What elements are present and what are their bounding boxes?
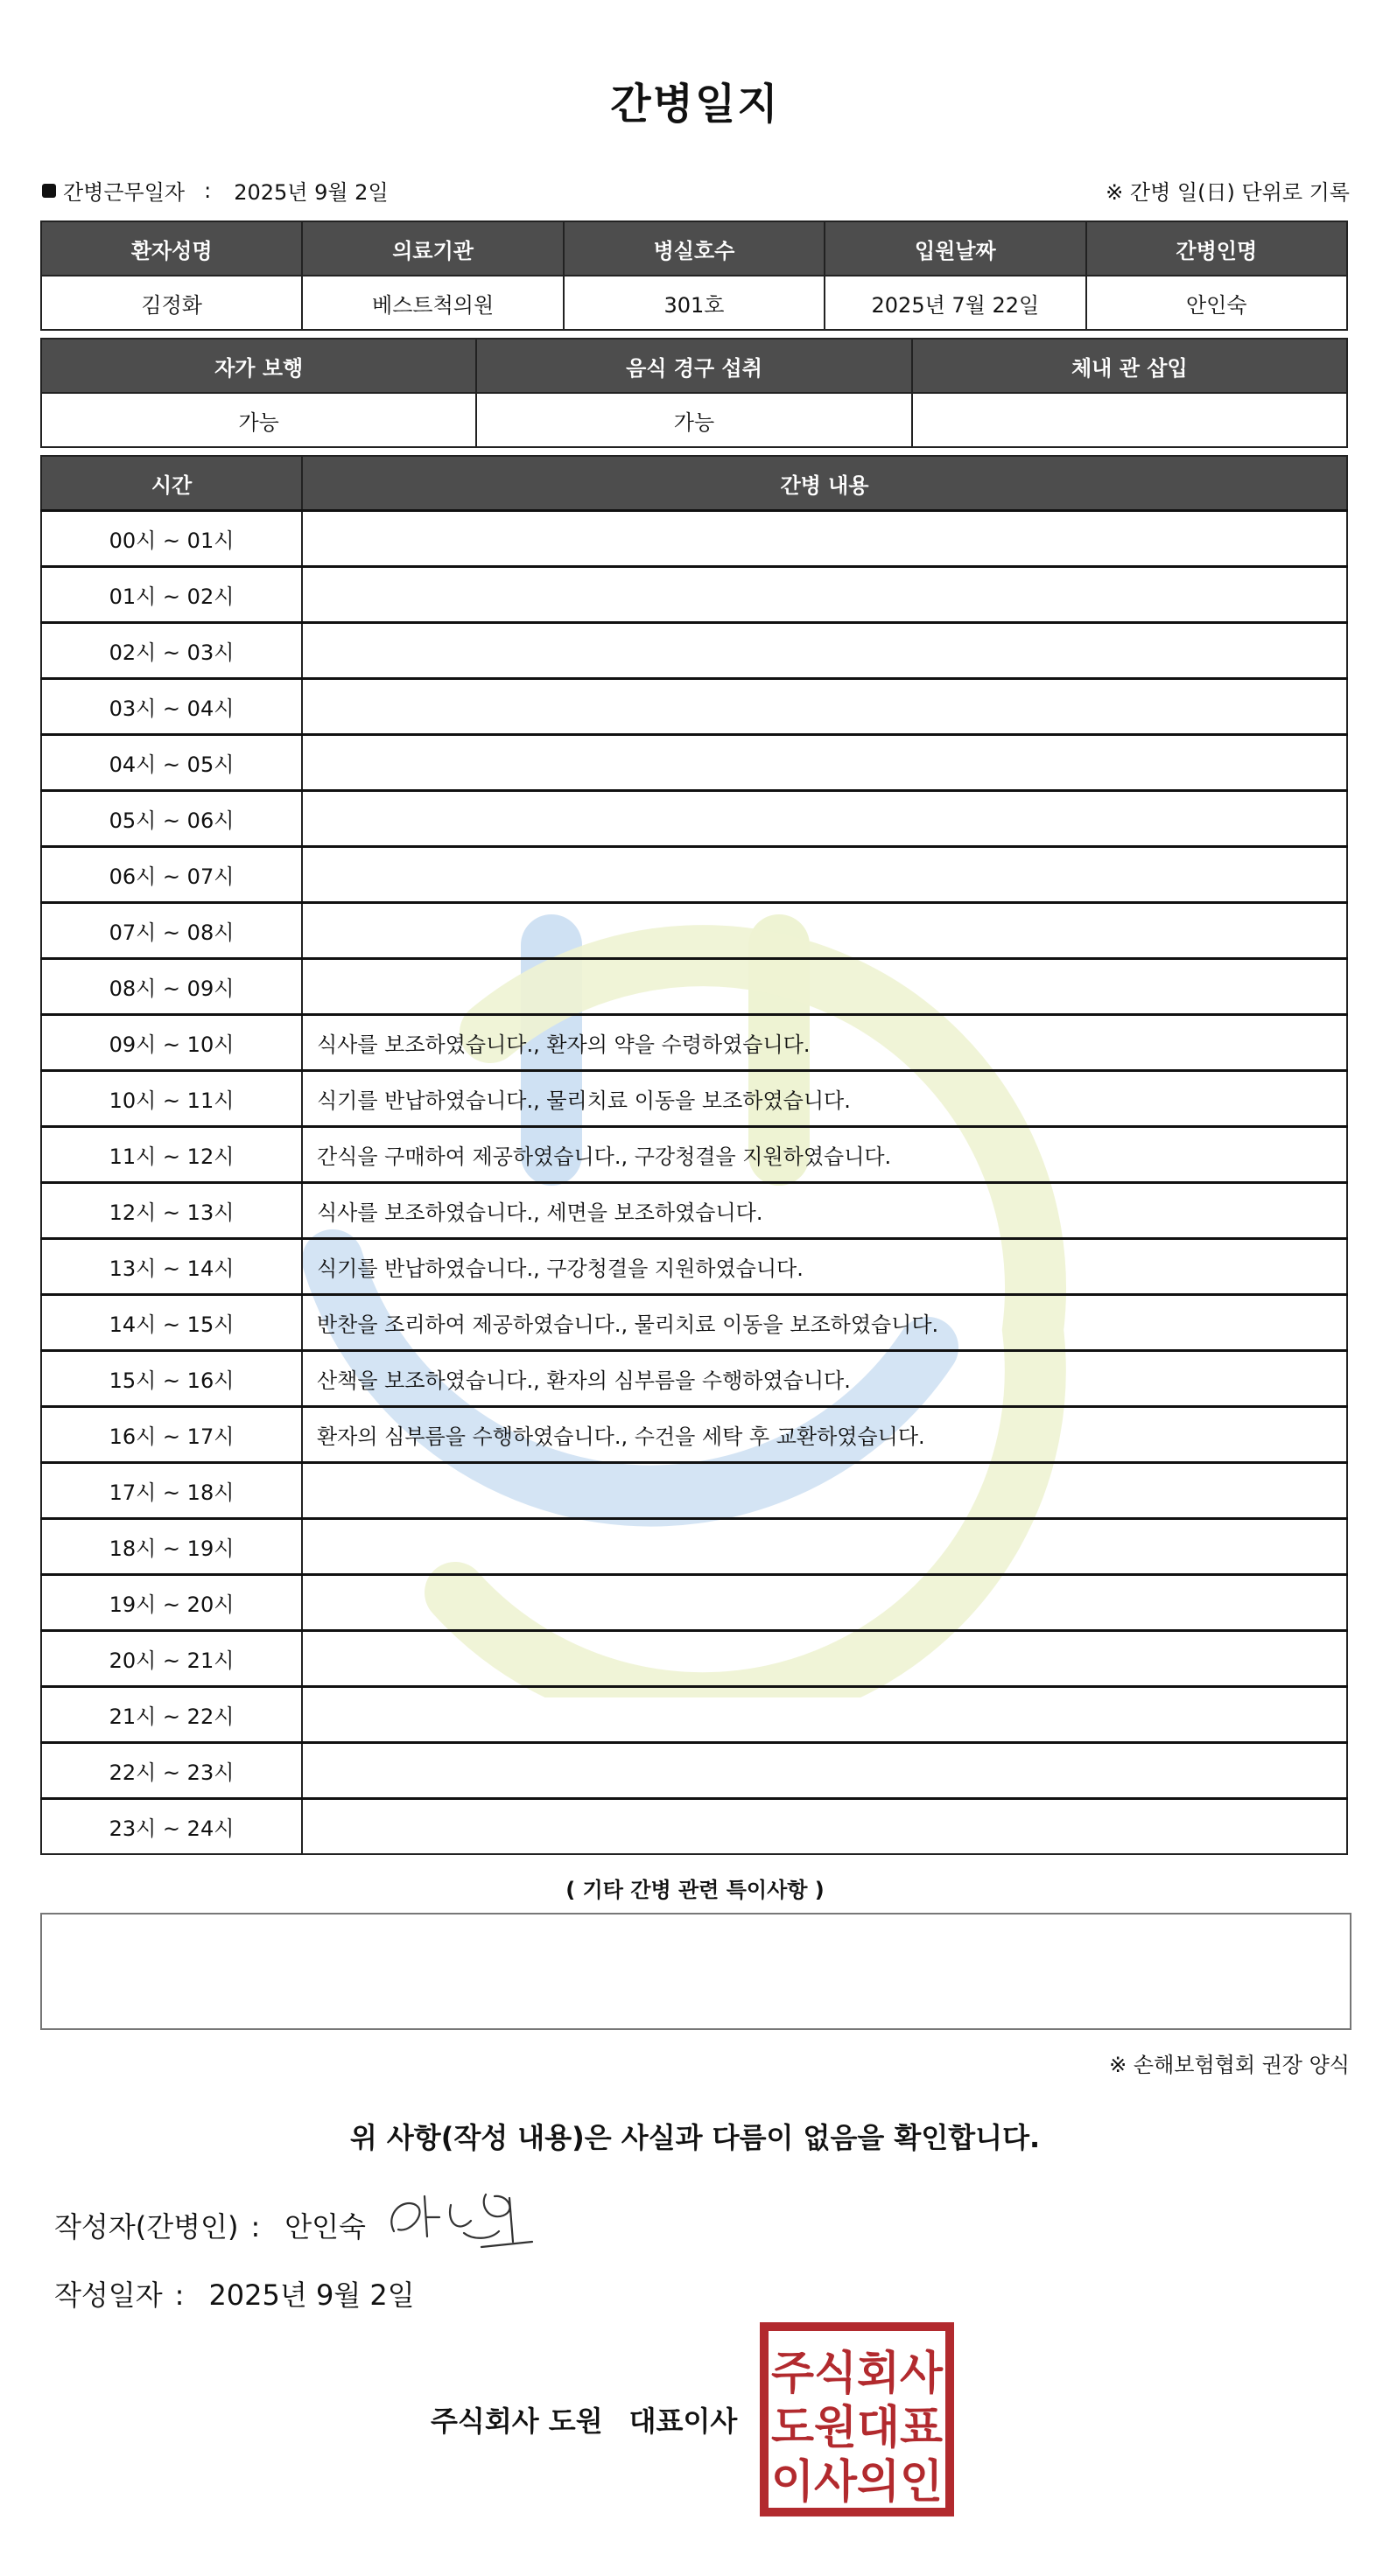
care-content-cell: [302, 623, 1347, 679]
care-content-cell: [302, 1575, 1347, 1631]
written-date-colon: :: [174, 2278, 185, 2312]
table-row: [41, 1631, 1347, 1687]
company-line: [431, 2399, 737, 2440]
time-cell: 14시 ~ 15시: [41, 1295, 302, 1351]
seal-text-line: 도원대표: [771, 2402, 943, 2454]
care-content-cell: [302, 791, 1347, 847]
association-note: ※ 손해보험협회 권장 양식: [1109, 2053, 1350, 2077]
care-content-cell: 식기를 반납하였습니다., 구강청결을 지원하였습니다.: [302, 1239, 1347, 1295]
time-cell: 20시 ~ 21시: [41, 1631, 302, 1687]
time-cell: 19시 ~ 20시: [41, 1575, 302, 1631]
time-cell: 22시 ~ 23시: [41, 1743, 302, 1799]
care-content-cell: [302, 1631, 1347, 1687]
table-row: [41, 735, 1347, 791]
table-row: [41, 1519, 1347, 1575]
bullet-square-icon: [42, 184, 56, 198]
care-content-cell: [302, 1519, 1347, 1575]
care-content-cell: 환자의 심부름을 수행하였습니다., 수건을 세탁 후 교환하였습니다.: [302, 1407, 1347, 1463]
table-row: [41, 903, 1347, 959]
written-date-label: 작성일자: [54, 2278, 163, 2312]
header-caregiver: 간병인명: [1086, 221, 1347, 276]
seal-text-line: 주식회사: [771, 2348, 944, 2400]
work-date-label: 간병근무일자: [63, 180, 186, 205]
time-cell: 07시 ~ 08시: [41, 903, 302, 959]
care-content-cell: 식사를 보조하였습니다., 세면을 보조하였습니다.: [302, 1183, 1347, 1239]
table-row: [41, 1127, 1347, 1183]
writer-name: 안인숙: [284, 2210, 366, 2244]
care-content-cell: 산책을 보조하였습니다., 환자의 심부름을 수행하였습니다.: [302, 1351, 1347, 1407]
table-row: [41, 959, 1347, 1015]
work-date-colon: :: [204, 178, 212, 203]
patient-info-table: [40, 220, 1348, 331]
header-hospital: 의료기관: [302, 221, 563, 276]
time-cell: 18시 ~ 19시: [41, 1519, 302, 1575]
table-row: [41, 1295, 1347, 1351]
header-patient-name: 환자성명: [41, 221, 302, 276]
time-cell: 03시 ~ 04시: [41, 679, 302, 735]
care-content-cell: [302, 511, 1347, 567]
time-cell: 05시 ~ 06시: [41, 791, 302, 847]
table-row: [41, 567, 1347, 623]
table-row: [41, 1239, 1347, 1295]
header-oral-intake: 음식 경구 섭취: [476, 339, 911, 393]
time-cell: 16시 ~ 17시: [41, 1407, 302, 1463]
patient-name: 김정화: [41, 276, 302, 330]
oral-intake-status: 가능: [476, 393, 911, 447]
table-row: [41, 1687, 1347, 1743]
table-row: [41, 1407, 1347, 1463]
care-content-cell: [302, 903, 1347, 959]
patient-status-table: [40, 338, 1348, 448]
time-cell: 00시 ~ 01시: [41, 511, 302, 567]
caregiver-name: 안인숙: [1086, 276, 1347, 330]
care-content-cell: 식기를 반납하였습니다., 물리치료 이동을 보조하였습니다.: [302, 1071, 1347, 1127]
care-log-table: [40, 455, 1348, 1855]
writer-label: 작성자(간병인): [54, 2210, 239, 2244]
time-cell: 21시 ~ 22시: [41, 1687, 302, 1743]
time-cell: 10시 ~ 11시: [41, 1071, 302, 1127]
header-time: 시간: [41, 456, 302, 511]
seal-text-line: 이사의인: [771, 2456, 943, 2509]
hospital-name: 베스트척의원: [302, 276, 563, 330]
care-content-cell: [302, 1463, 1347, 1519]
table-row: [41, 1575, 1347, 1631]
writer-colon: :: [250, 2210, 261, 2244]
care-content-cell: [302, 847, 1347, 903]
table-row: [41, 1743, 1347, 1799]
table-row: [41, 847, 1347, 903]
table-row: [41, 1071, 1347, 1127]
table-row: [41, 1799, 1347, 1855]
care-content-cell: 식사를 보조하였습니다., 환자의 약을 수령하였습니다.: [302, 1015, 1347, 1071]
time-cell: 04시 ~ 05시: [41, 735, 302, 791]
care-content-cell: [302, 735, 1347, 791]
care-content-cell: 간식을 구매하여 제공하였습니다., 구강청결을 지원하였습니다.: [302, 1127, 1347, 1183]
tube-status: [912, 393, 1347, 447]
work-date: [42, 175, 389, 206]
header-tube: 체내 관 삽입: [912, 339, 1347, 393]
time-cell: 01시 ~ 02시: [41, 567, 302, 623]
table-row: [41, 511, 1347, 567]
remarks-title: ( 기타 간병 관련 특이사항 ): [565, 1878, 825, 1902]
time-cell: 12시 ~ 13시: [41, 1183, 302, 1239]
table-row: [41, 791, 1347, 847]
walking-status: 가능: [41, 393, 476, 447]
confirmation-statement: 위 사항(작성 내용)은 사실과 다름이 없음을 확인합니다.: [349, 2121, 1041, 2154]
table-row: [41, 679, 1347, 735]
time-cell: 23시 ~ 24시: [41, 1799, 302, 1855]
table-row: [41, 1015, 1347, 1071]
table-row: [41, 1351, 1347, 1407]
care-content-cell: [302, 1743, 1347, 1799]
time-cell: 17시 ~ 18시: [41, 1463, 302, 1519]
writer-line: [54, 2205, 366, 2245]
written-date-value: 2025년 9월 2일: [208, 2278, 415, 2312]
header-room: 병실호수: [564, 221, 825, 276]
care-content-cell: [302, 567, 1347, 623]
care-content-cell: 반찬을 조리하여 제공하였습니다., 물리치료 이동을 보조하였습니다.: [302, 1295, 1347, 1351]
remarks-box: [40, 1913, 1351, 2030]
daily-note: ※ 간병 일(日) 단위로 기록: [1106, 180, 1350, 205]
admission-date: 2025년 7월 22일: [825, 276, 1085, 330]
company-name: 주식회사 도원: [431, 2404, 603, 2438]
care-content-cell: [302, 959, 1347, 1015]
time-cell: 08시 ~ 09시: [41, 959, 302, 1015]
care-content-cell: [302, 679, 1347, 735]
time-cell: 06시 ~ 07시: [41, 847, 302, 903]
time-cell: 15시 ~ 16시: [41, 1351, 302, 1407]
caregiver-signature: [376, 2179, 543, 2258]
time-cell: 09시 ~ 10시: [41, 1015, 302, 1071]
written-date-line: [54, 2273, 415, 2314]
company-ceo-title: 대표이사: [628, 2404, 738, 2438]
care-content-cell: [302, 1687, 1347, 1743]
page-title: 간병일지: [610, 80, 780, 129]
table-row: [41, 1463, 1347, 1519]
room-number: 301호: [564, 276, 825, 330]
table-row: [41, 623, 1347, 679]
header-walking: 자가 보행: [41, 339, 476, 393]
table-row: [41, 1183, 1347, 1239]
work-date-value: 2025년 9월 2일: [234, 180, 389, 205]
care-content-cell: [302, 1799, 1347, 1855]
header-admission-date: 입원날짜: [825, 221, 1085, 276]
time-cell: 11시 ~ 12시: [41, 1127, 302, 1183]
time-cell: 13시 ~ 14시: [41, 1239, 302, 1295]
header-care-content: 간병 내용: [302, 456, 1347, 511]
time-cell: 02시 ~ 03시: [41, 623, 302, 679]
company-seal-stamp: [760, 2322, 954, 2516]
